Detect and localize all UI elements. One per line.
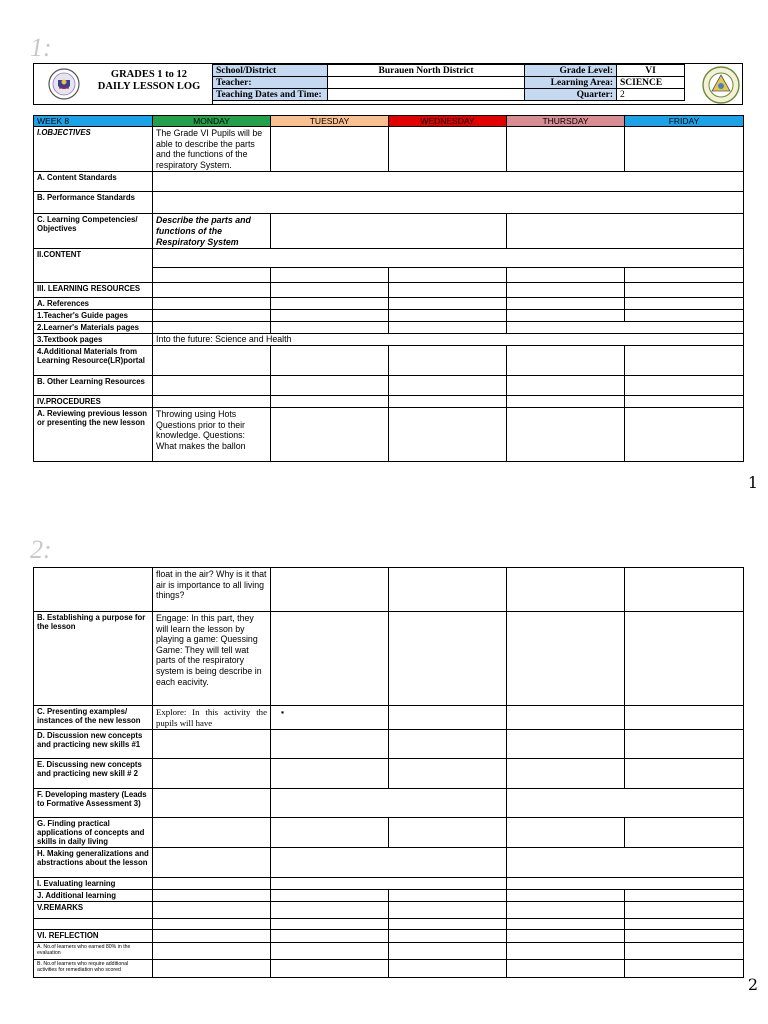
row-label: J. Additional learning: [34, 890, 153, 902]
row-label: III. LEARNING RESOURCES: [34, 283, 153, 298]
wednesday-header: WEDNESDAY: [389, 116, 507, 127]
friday-cell: [625, 127, 744, 172]
monday-cell: Explore: In this activity the pupils will have: [153, 706, 271, 730]
tuesday-cell: ▪: [271, 706, 389, 730]
teacher-value: [328, 77, 525, 89]
title-line-1: GRADES 1 to 12: [110, 69, 188, 80]
row-label: B. No.of learners who require additional activities for remediation who scored: [34, 960, 153, 978]
row-label: V.REMARKS: [34, 902, 153, 919]
reflection-a-row: [34, 943, 744, 960]
generalizations-row: [34, 848, 744, 878]
area-value: SCIENCE: [617, 77, 685, 89]
remarks-row: [34, 902, 744, 919]
applications-row: [34, 818, 744, 848]
row-label: A. Reviewing previous lesson or presenting the new lesson: [34, 408, 153, 462]
quarter-label: Quarter:: [525, 89, 617, 101]
tuesday-header: TUESDAY: [271, 116, 389, 127]
row-label: A. References: [34, 298, 153, 310]
page-1-number: 1: [747, 473, 758, 492]
other-resources-row: [34, 376, 744, 396]
monday-cell: Engage: In this part, they will learn the lesson by playing a game: Quessing Game: They will tell wat parts of the respiratory system is being describe in each eacivity.: [153, 612, 271, 706]
row-label: B. Establishing a purpose for the lesson: [34, 612, 153, 706]
procedures-row: [34, 396, 744, 408]
row-label: II.CONTENT: [34, 249, 153, 283]
content-standards-row: [34, 172, 744, 192]
additional-learning-row: [34, 890, 744, 902]
textbook-row: [34, 334, 744, 346]
thursday-friday-cell: [507, 214, 744, 249]
dates-value: [328, 89, 525, 101]
monday-cell: float in the air? Why is it that air is importance to all living things?: [153, 568, 271, 612]
row-label: D. Discussion new concepts and practicing new skills #1: [34, 730, 153, 759]
row-label: E. Discussing new concepts and practicing new skill # 2: [34, 759, 153, 789]
thursday-cell: [507, 127, 625, 172]
purpose-row: [34, 612, 744, 706]
reflection-row: [34, 930, 744, 943]
row-label: [34, 568, 153, 612]
quarter-value: 2: [617, 89, 685, 101]
row-label: F. Developing mastery (Leads to Formative Assessment 3): [34, 789, 153, 818]
title-line-2: DAILY LESSON LOG: [97, 81, 201, 92]
content-standards-cell: [153, 172, 744, 192]
dates-label: Teaching Dates and Time:: [213, 89, 328, 101]
monday-cell: The Grade VI Pupils will be able to describe the parts and the functions of the respiratory System.: [153, 127, 271, 172]
week-cell: WEEK 8: [34, 116, 153, 127]
division-seal-icon: [702, 66, 740, 104]
school-value: Burauen North District: [328, 65, 525, 77]
lesson-log-header: [33, 63, 743, 105]
reviewing-continued-row: [34, 568, 744, 612]
school-label: School/District: [213, 65, 328, 77]
lesson-log-table-page-1: [33, 115, 744, 462]
row-label: I. Evaluating learning: [34, 878, 153, 890]
objectives-row: [34, 127, 744, 172]
teachers-guide-row: [34, 310, 744, 322]
row-label: G. Finding practical applications of concepts and skills in daily living: [34, 818, 153, 848]
performance-standards-cell: [153, 192, 744, 214]
header-title-block: [34, 64, 213, 104]
row-label: A. Content Standards: [34, 172, 153, 192]
textbook-cell: Into the future: Science and Health: [153, 334, 744, 346]
row-label: 4.Additional Materials from Learning Resource(LR)portal: [34, 346, 153, 376]
additional-materials-row: [34, 346, 744, 376]
reviewing-row: [34, 408, 744, 462]
wednesday-cell: [389, 127, 507, 172]
row-label: B. Performance Standards: [34, 192, 153, 214]
row-label: 3.Textbook pages: [34, 334, 153, 346]
spacer-row: [34, 919, 744, 930]
grade-label: Grade Level:: [525, 65, 617, 77]
area-label: Learning Area:: [525, 77, 617, 89]
row-label: B. Other Learning Resources: [34, 376, 153, 396]
page-2-label: 2:: [30, 535, 52, 564]
row-label: VI. REFLECTION: [34, 930, 153, 943]
thursday-header: THURSDAY: [507, 116, 625, 127]
mastery-row: [34, 789, 744, 818]
header-info-grid: [212, 64, 685, 101]
content-row: [34, 249, 744, 268]
grade-value: VI: [617, 65, 685, 77]
discussion-1-row: [34, 730, 744, 759]
friday-header: FRIDAY: [625, 116, 744, 127]
references-row: [34, 298, 744, 310]
presenting-row: [34, 706, 744, 730]
row-label: 2.Learner's Materials pages: [34, 322, 153, 334]
tuesday-cell: [271, 127, 389, 172]
monday-cell: Throwing using Hots Questions prior to their knowledge. Questions: What makes the ballon: [153, 408, 271, 462]
evaluating-row: [34, 878, 744, 890]
content-cell: [153, 249, 744, 268]
reflection-b-row: [34, 960, 744, 978]
lesson-log-table-page-2: [33, 567, 744, 978]
performance-standards-row: [34, 192, 744, 214]
competencies-row: [34, 214, 744, 249]
row-label: C. Presenting examples/ instances of the new lesson: [34, 706, 153, 730]
row-label: 1.Teacher's Guide pages: [34, 310, 153, 322]
row-label: H. Making generalizations and abstractions about the lesson: [34, 848, 153, 878]
row-label: I.OBJECTIVES: [34, 127, 153, 172]
tuesday-wednesday-cell: [271, 214, 507, 249]
learners-materials-row: [34, 322, 744, 334]
header-title: [86, 69, 212, 93]
row-label: C. Learning Competencies/ Objectives: [34, 214, 153, 249]
page-1-label: 1:: [30, 33, 52, 62]
monday-cell: Describe the parts and functions of the Respiratory System: [153, 214, 271, 249]
page-2-number: 2: [747, 975, 758, 994]
resources-row: [34, 283, 744, 298]
days-header-row: [34, 116, 744, 127]
row-label: IV.PROCEDURES: [34, 396, 153, 408]
monday-header: MONDAY: [153, 116, 271, 127]
teacher-label: Teacher:: [213, 77, 328, 89]
row-label: A. No.of learners who earned 80% in the evaluation: [34, 943, 153, 960]
discussion-2-row: [34, 759, 744, 789]
deped-seal-icon: [48, 68, 80, 100]
